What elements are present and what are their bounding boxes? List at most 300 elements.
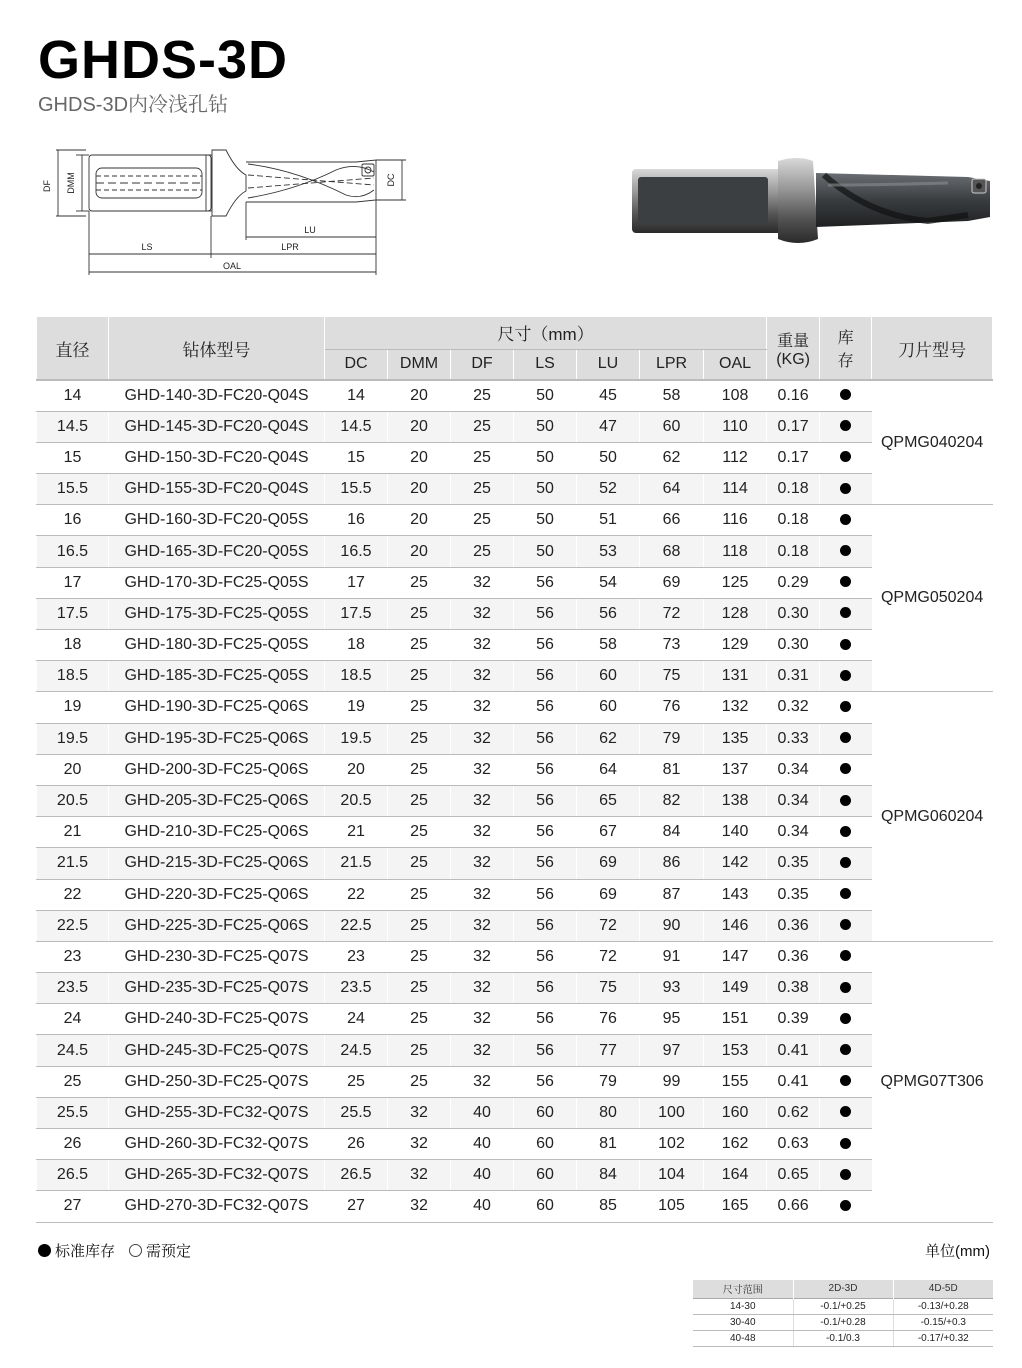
cell-dc: 23 <box>325 941 388 972</box>
cell-stock <box>820 505 872 536</box>
cell-body-model: GHD-235-3D-FC25-Q07S <box>109 973 325 1004</box>
cell-lpr: 105 <box>640 1191 704 1222</box>
cell-oal: 132 <box>704 692 767 723</box>
cell-lpr: 75 <box>640 661 704 692</box>
cell-body-model: GHD-225-3D-FC25-Q06S <box>109 910 325 941</box>
cell-diameter: 25 <box>37 1066 109 1097</box>
cell-stock <box>820 817 872 848</box>
cell-dmm: 20 <box>388 380 451 411</box>
cell-lu: 69 <box>577 848 640 879</box>
cell-lpr: 60 <box>640 411 704 442</box>
cell-body-model: GHD-160-3D-FC20-Q05S <box>109 505 325 536</box>
cell-lpr: 87 <box>640 879 704 910</box>
header-stock-line2: 存 <box>837 353 854 370</box>
order-required-icon <box>129 1244 142 1257</box>
cell-dc: 23.5 <box>325 973 388 1004</box>
cell-oal: 112 <box>704 442 767 473</box>
cell-df: 32 <box>451 879 514 910</box>
cell-dc: 19.5 <box>325 723 388 754</box>
cell-diameter: 15 <box>37 442 109 473</box>
cell-body-model: GHD-270-3D-FC32-Q07S <box>109 1191 325 1222</box>
cell-lu: 72 <box>577 910 640 941</box>
cell-weight: 0.30 <box>767 598 820 629</box>
cell-insert-model: QPMG060204 <box>872 692 993 942</box>
cell-lu: 47 <box>577 411 640 442</box>
table-row <box>37 1097 993 1128</box>
cell-dmm: 25 <box>388 941 451 972</box>
cell-ls: 60 <box>514 1191 577 1222</box>
cell-df: 25 <box>451 505 514 536</box>
cell-dmm: 25 <box>388 817 451 848</box>
cell-insert-model: QPMG050204 <box>872 505 993 692</box>
header-lu: LU <box>577 349 640 380</box>
cell-diameter: 24.5 <box>37 1035 109 1066</box>
header-dc: DC <box>325 349 388 380</box>
cell-body-model: GHD-195-3D-FC25-Q06S <box>109 723 325 754</box>
cell-weight: 0.16 <box>767 380 820 411</box>
standard-stock-icon <box>840 1044 851 1055</box>
cell-df: 32 <box>451 973 514 1004</box>
standard-stock-icon <box>840 545 851 556</box>
cell-dmm: 25 <box>388 848 451 879</box>
standard-stock-icon <box>840 732 851 743</box>
cell-dmm: 25 <box>388 785 451 816</box>
cell-weight: 0.65 <box>767 1160 820 1191</box>
table-row <box>37 411 993 442</box>
cell-insert-model: QPMG040204 <box>872 380 993 505</box>
cell-oal: 142 <box>704 848 767 879</box>
cell-stock <box>820 692 872 723</box>
cell-weight: 0.32 <box>767 692 820 723</box>
cell-dmm: 20 <box>388 536 451 567</box>
cell-ls: 56 <box>514 941 577 972</box>
header-dimensions: 尺寸（mm） <box>325 317 767 349</box>
cell-weight: 0.17 <box>767 442 820 473</box>
cell-dmm: 25 <box>388 630 451 661</box>
drill-product-image <box>628 155 996 245</box>
cell-stock <box>820 1097 872 1128</box>
cell-weight: 0.36 <box>767 910 820 941</box>
tol-2d3d: -0.1/0.3 <box>793 1330 893 1346</box>
cell-ls: 56 <box>514 567 577 598</box>
cell-oal: 118 <box>704 536 767 567</box>
cell-df: 32 <box>451 692 514 723</box>
header-stock <box>820 317 872 380</box>
cell-oal: 149 <box>704 973 767 1004</box>
cell-weight: 0.63 <box>767 1129 820 1160</box>
cell-weight: 0.31 <box>767 661 820 692</box>
diagram-label-oal: OAL <box>222 261 242 271</box>
cell-oal: 160 <box>704 1097 767 1128</box>
cell-diameter: 19 <box>37 692 109 723</box>
standard-stock-icon <box>38 1244 51 1257</box>
cell-body-model: GHD-140-3D-FC20-Q04S <box>109 380 325 411</box>
cell-lpr: 104 <box>640 1160 704 1191</box>
cell-df: 25 <box>451 536 514 567</box>
standard-stock-icon <box>840 607 851 618</box>
cell-dc: 25.5 <box>325 1097 388 1128</box>
cell-ls: 60 <box>514 1129 577 1160</box>
cell-ls: 50 <box>514 505 577 536</box>
cell-weight: 0.36 <box>767 941 820 972</box>
cell-ls: 56 <box>514 630 577 661</box>
cell-diameter: 26 <box>37 1129 109 1160</box>
tol-row <box>693 1330 993 1346</box>
table-row <box>37 567 993 598</box>
cell-diameter: 22.5 <box>37 910 109 941</box>
cell-stock <box>820 474 872 505</box>
cell-ls: 56 <box>514 879 577 910</box>
cell-df: 25 <box>451 380 514 411</box>
cell-dmm: 25 <box>388 692 451 723</box>
cell-stock <box>820 380 872 411</box>
table-row <box>37 442 993 473</box>
cell-dmm: 20 <box>388 411 451 442</box>
cell-lpr: 68 <box>640 536 704 567</box>
cell-ls: 50 <box>514 411 577 442</box>
standard-stock-icon <box>840 919 851 930</box>
table-row <box>37 879 993 910</box>
cell-ls: 56 <box>514 973 577 1004</box>
cell-stock <box>820 723 872 754</box>
cell-ls: 56 <box>514 598 577 629</box>
cell-lpr: 62 <box>640 442 704 473</box>
table-row <box>37 505 993 536</box>
cell-lpr: 66 <box>640 505 704 536</box>
cell-dmm: 25 <box>388 973 451 1004</box>
cell-diameter: 14.5 <box>37 411 109 442</box>
standard-stock-icon <box>840 576 851 587</box>
cell-lu: 69 <box>577 879 640 910</box>
cell-body-model: GHD-220-3D-FC25-Q06S <box>109 879 325 910</box>
cell-lu: 76 <box>577 1004 640 1035</box>
cell-diameter: 18.5 <box>37 661 109 692</box>
cell-lu: 81 <box>577 1129 640 1160</box>
cell-body-model: GHD-215-3D-FC25-Q06S <box>109 848 325 879</box>
cell-stock <box>820 941 872 972</box>
cell-oal: 140 <box>704 817 767 848</box>
cell-dmm: 25 <box>388 723 451 754</box>
cell-oal: 116 <box>704 505 767 536</box>
cell-dmm: 25 <box>388 879 451 910</box>
cell-df: 40 <box>451 1097 514 1128</box>
cell-oal: 114 <box>704 474 767 505</box>
cell-stock <box>820 598 872 629</box>
cell-oal: 138 <box>704 785 767 816</box>
table-row <box>37 1035 993 1066</box>
cell-stock <box>820 442 872 473</box>
diagram-label-lpr: LPR <box>281 242 299 252</box>
cell-df: 25 <box>451 411 514 442</box>
cell-body-model: GHD-190-3D-FC25-Q06S <box>109 692 325 723</box>
cell-ls: 50 <box>514 474 577 505</box>
cell-diameter: 25.5 <box>37 1097 109 1128</box>
cell-lu: 60 <box>577 692 640 723</box>
cell-ls: 56 <box>514 723 577 754</box>
header-lpr: LPR <box>640 349 704 380</box>
standard-stock-icon <box>840 420 851 431</box>
cell-dc: 26 <box>325 1129 388 1160</box>
cell-lpr: 95 <box>640 1004 704 1035</box>
cell-oal: 164 <box>704 1160 767 1191</box>
cell-weight: 0.18 <box>767 536 820 567</box>
cell-dmm: 32 <box>388 1160 451 1191</box>
cell-dc: 22 <box>325 879 388 910</box>
cell-weight: 0.18 <box>767 474 820 505</box>
cell-diameter: 16.5 <box>37 536 109 567</box>
cell-ls: 56 <box>514 785 577 816</box>
cell-weight: 0.41 <box>767 1066 820 1097</box>
cell-lu: 56 <box>577 598 640 629</box>
standard-stock-icon <box>840 1075 851 1086</box>
cell-lu: 84 <box>577 1160 640 1191</box>
cell-lu: 72 <box>577 941 640 972</box>
header-ls: LS <box>514 349 577 380</box>
cell-lu: 53 <box>577 536 640 567</box>
cell-lu: 64 <box>577 754 640 785</box>
cell-lu: 79 <box>577 1066 640 1097</box>
cell-body-model: GHD-165-3D-FC20-Q05S <box>109 536 325 567</box>
cell-df: 32 <box>451 1004 514 1035</box>
table-row <box>37 380 993 411</box>
cell-dmm: 25 <box>388 754 451 785</box>
diagram-label-dmm: DMM <box>66 172 76 194</box>
cell-ls: 56 <box>514 1004 577 1035</box>
cell-dmm: 20 <box>388 442 451 473</box>
cell-stock <box>820 567 872 598</box>
cell-lpr: 97 <box>640 1035 704 1066</box>
cell-stock <box>820 630 872 661</box>
cell-lpr: 99 <box>640 1066 704 1097</box>
cell-ls: 50 <box>514 442 577 473</box>
cell-oal: 135 <box>704 723 767 754</box>
cell-df: 40 <box>451 1129 514 1160</box>
cell-dc: 15.5 <box>325 474 388 505</box>
table-row <box>37 1066 993 1097</box>
header-dmm: DMM <box>388 349 451 380</box>
cell-lu: 52 <box>577 474 640 505</box>
cell-lpr: 91 <box>640 941 704 972</box>
cell-dmm: 25 <box>388 1004 451 1035</box>
cell-insert-model: QPMG07T306 <box>872 941 993 1222</box>
table-row <box>37 1004 993 1035</box>
cell-df: 32 <box>451 941 514 972</box>
cell-weight: 0.18 <box>767 505 820 536</box>
cell-weight: 0.62 <box>767 1097 820 1128</box>
order-required-label: 需预定 <box>146 1243 192 1260</box>
cell-stock <box>820 1129 872 1160</box>
cell-oal: 147 <box>704 941 767 972</box>
cell-diameter: 23.5 <box>37 973 109 1004</box>
cell-weight: 0.38 <box>767 973 820 1004</box>
standard-stock-icon <box>840 795 851 806</box>
cell-body-model: GHD-245-3D-FC25-Q07S <box>109 1035 325 1066</box>
cell-stock <box>820 973 872 1004</box>
cell-weight: 0.34 <box>767 817 820 848</box>
cell-dmm: 25 <box>388 598 451 629</box>
cell-ls: 56 <box>514 661 577 692</box>
cell-diameter: 17.5 <box>37 598 109 629</box>
cell-body-model: GHD-200-3D-FC25-Q06S <box>109 754 325 785</box>
cell-diameter: 22 <box>37 879 109 910</box>
stock-legend <box>38 1240 191 1261</box>
tol-range: 40-48 <box>693 1330 793 1346</box>
cell-oal: 131 <box>704 661 767 692</box>
cell-dc: 17.5 <box>325 598 388 629</box>
tol-2d3d: -0.1/+0.25 <box>793 1298 893 1314</box>
cell-body-model: GHD-240-3D-FC25-Q07S <box>109 1004 325 1035</box>
cell-dc: 25 <box>325 1066 388 1097</box>
cell-dc: 16.5 <box>325 536 388 567</box>
drill-spec-table <box>36 317 993 1223</box>
cell-dc: 20.5 <box>325 785 388 816</box>
standard-stock-icon <box>840 826 851 837</box>
cell-ls: 56 <box>514 1035 577 1066</box>
cell-body-model: GHD-210-3D-FC25-Q06S <box>109 817 325 848</box>
cell-lpr: 82 <box>640 785 704 816</box>
cell-dc: 26.5 <box>325 1160 388 1191</box>
cell-lpr: 58 <box>640 380 704 411</box>
cell-lpr: 79 <box>640 723 704 754</box>
cell-oal: 153 <box>704 1035 767 1066</box>
cell-dmm: 20 <box>388 474 451 505</box>
cell-df: 32 <box>451 1035 514 1066</box>
cell-dmm: 25 <box>388 910 451 941</box>
cell-body-model: GHD-150-3D-FC20-Q04S <box>109 442 325 473</box>
cell-df: 40 <box>451 1160 514 1191</box>
cell-dc: 20 <box>325 754 388 785</box>
cell-oal: 143 <box>704 879 767 910</box>
tol-header-4d5d: 4D-5D <box>893 1280 993 1298</box>
cell-body-model: GHD-155-3D-FC20-Q04S <box>109 474 325 505</box>
cell-stock <box>820 536 872 567</box>
cell-weight: 0.34 <box>767 754 820 785</box>
cell-diameter: 20 <box>37 754 109 785</box>
cell-body-model: GHD-175-3D-FC25-Q05S <box>109 598 325 629</box>
cell-lu: 54 <box>577 567 640 598</box>
cell-lu: 75 <box>577 973 640 1004</box>
cell-dc: 17 <box>325 567 388 598</box>
standard-stock-icon <box>840 1106 851 1117</box>
cell-dmm: 20 <box>388 505 451 536</box>
cell-ls: 56 <box>514 817 577 848</box>
cell-diameter: 26.5 <box>37 1160 109 1191</box>
cell-dmm: 32 <box>388 1191 451 1222</box>
cell-stock <box>820 1004 872 1035</box>
tol-row <box>693 1314 993 1330</box>
cell-body-model: GHD-170-3D-FC25-Q05S <box>109 567 325 598</box>
table-row <box>37 817 993 848</box>
tol-header-range: 尺寸范围 <box>693 1280 793 1298</box>
cell-lu: 51 <box>577 505 640 536</box>
cell-dc: 14 <box>325 380 388 411</box>
cell-ls: 56 <box>514 848 577 879</box>
tolerance-table <box>693 1280 993 1347</box>
cell-dc: 21.5 <box>325 848 388 879</box>
cell-lpr: 86 <box>640 848 704 879</box>
cell-dc: 19 <box>325 692 388 723</box>
table-row <box>37 754 993 785</box>
standard-stock-icon <box>840 701 851 712</box>
tol-4d5d: -0.15/+0.3 <box>893 1314 993 1330</box>
cell-df: 32 <box>451 723 514 754</box>
standard-stock-icon <box>840 670 851 681</box>
tol-range: 30-40 <box>693 1314 793 1330</box>
standard-stock-icon <box>840 483 851 494</box>
cell-body-model: GHD-205-3D-FC25-Q06S <box>109 785 325 816</box>
table-row <box>37 598 993 629</box>
drill-dimension-diagram <box>36 140 416 280</box>
cell-weight: 0.39 <box>767 1004 820 1035</box>
table-row <box>37 692 993 723</box>
cell-stock <box>820 785 872 816</box>
standard-stock-icon <box>840 982 851 993</box>
cell-diameter: 17 <box>37 567 109 598</box>
cell-ls: 60 <box>514 1097 577 1128</box>
cell-dc: 27 <box>325 1191 388 1222</box>
cell-oal: 108 <box>704 380 767 411</box>
tol-4d5d: -0.17/+0.32 <box>893 1330 993 1346</box>
cell-oal: 146 <box>704 910 767 941</box>
cell-df: 32 <box>451 910 514 941</box>
cell-oal: 125 <box>704 567 767 598</box>
cell-body-model: GHD-145-3D-FC20-Q04S <box>109 411 325 442</box>
diagram-label-ls: LS <box>141 242 153 252</box>
cell-lpr: 64 <box>640 474 704 505</box>
cell-df: 32 <box>451 848 514 879</box>
cell-stock <box>820 411 872 442</box>
cell-ls: 56 <box>514 910 577 941</box>
cell-dmm: 32 <box>388 1097 451 1128</box>
cell-lu: 67 <box>577 817 640 848</box>
cell-body-model: GHD-180-3D-FC25-Q05S <box>109 630 325 661</box>
standard-stock-icon <box>840 389 851 400</box>
cell-lu: 77 <box>577 1035 640 1066</box>
cell-oal: 137 <box>704 754 767 785</box>
header-body-model: 钻体型号 <box>109 317 325 380</box>
standard-stock-icon <box>840 1013 851 1024</box>
table-row <box>37 630 993 661</box>
cell-weight: 0.34 <box>767 785 820 816</box>
cell-dc: 18.5 <box>325 661 388 692</box>
cell-lpr: 90 <box>640 910 704 941</box>
cell-diameter: 14 <box>37 380 109 411</box>
cell-dc: 21 <box>325 817 388 848</box>
cell-weight: 0.30 <box>767 630 820 661</box>
cell-dc: 22.5 <box>325 910 388 941</box>
table-row <box>37 941 993 972</box>
table-row <box>37 474 993 505</box>
cell-weight: 0.35 <box>767 879 820 910</box>
cell-oal: 162 <box>704 1129 767 1160</box>
cell-stock <box>820 1035 872 1066</box>
cell-body-model: GHD-260-3D-FC32-Q07S <box>109 1129 325 1160</box>
cell-stock <box>820 848 872 879</box>
standard-stock-icon <box>840 639 851 650</box>
standard-stock-icon <box>840 1138 851 1149</box>
cell-body-model: GHD-250-3D-FC25-Q07S <box>109 1066 325 1097</box>
table-row <box>37 536 993 567</box>
cell-diameter: 20.5 <box>37 785 109 816</box>
cell-lu: 58 <box>577 630 640 661</box>
standard-stock-icon <box>840 950 851 961</box>
tol-2d3d: -0.1/+0.28 <box>793 1314 893 1330</box>
header-weight-line2: (KG) <box>776 350 810 368</box>
cell-oal: 155 <box>704 1066 767 1097</box>
cell-body-model: GHD-185-3D-FC25-Q05S <box>109 661 325 692</box>
cell-oal: 165 <box>704 1191 767 1222</box>
table-row <box>37 1129 993 1160</box>
